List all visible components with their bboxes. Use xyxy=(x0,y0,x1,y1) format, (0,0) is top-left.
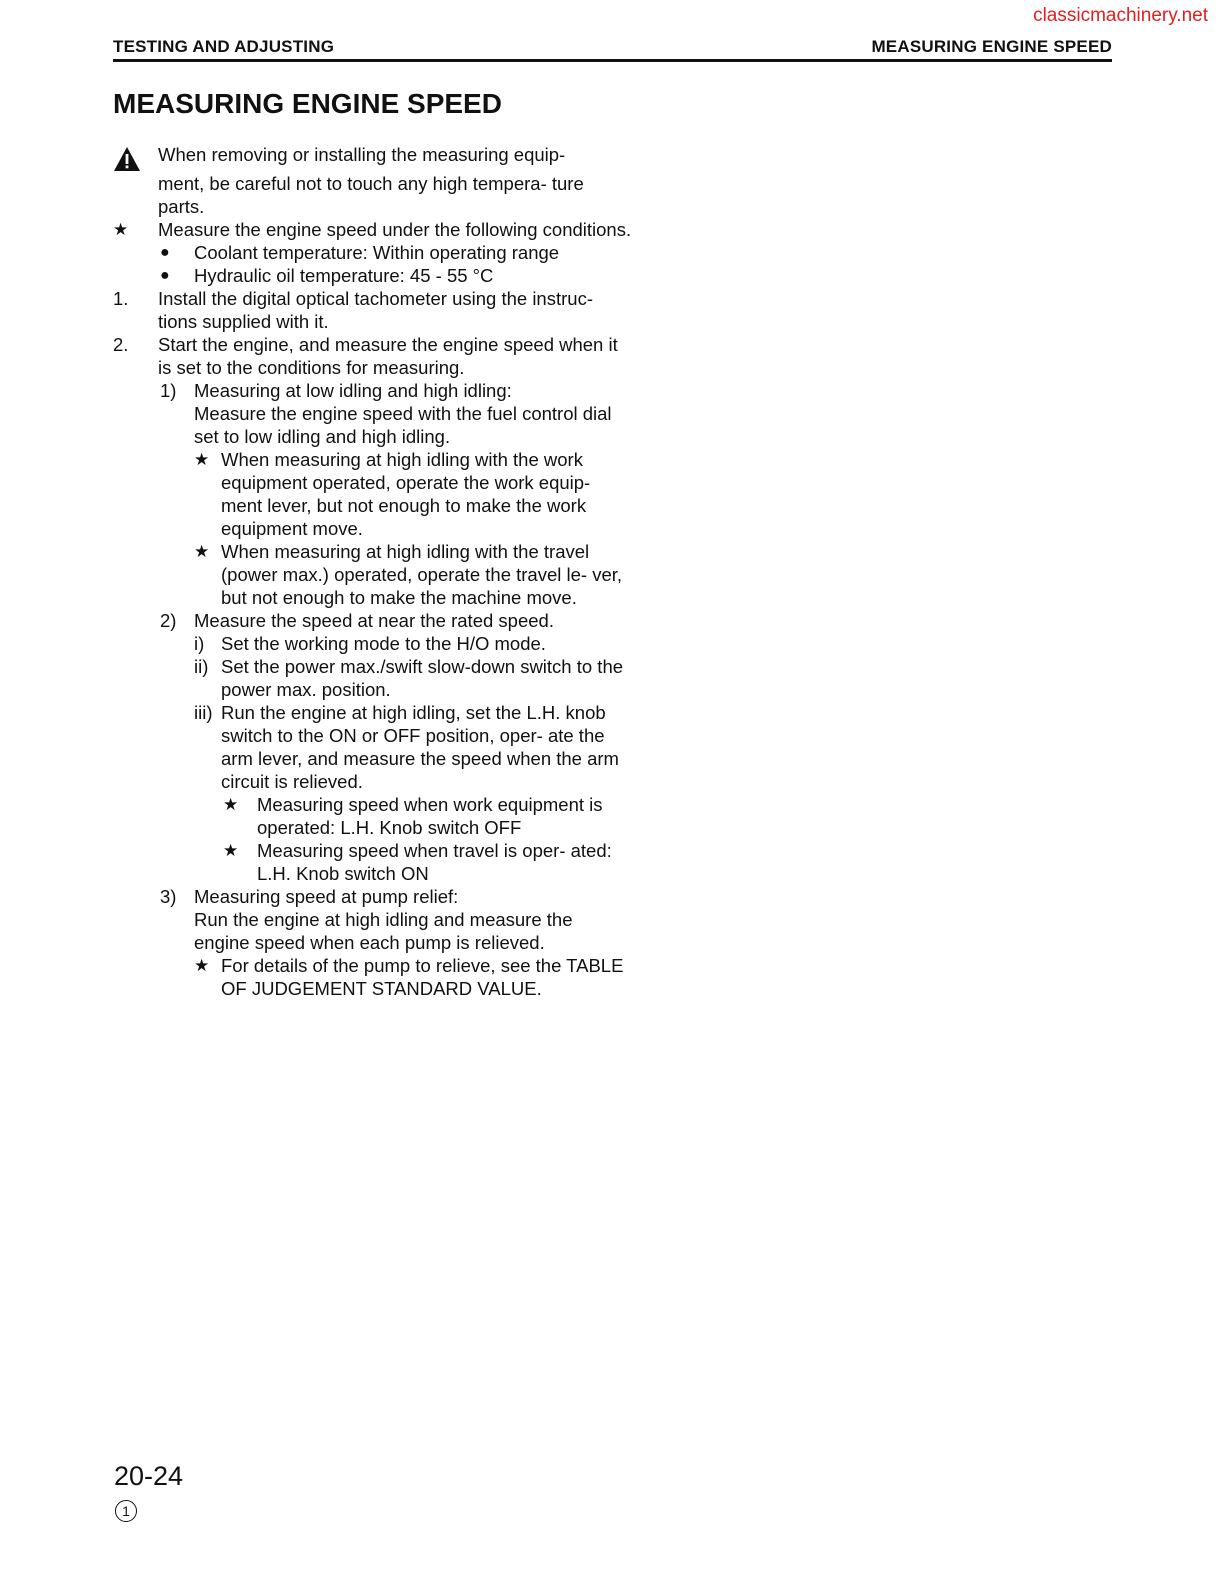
item-text: Set the working mode to the H/O mode. xyxy=(221,633,546,654)
item-text: Set the power max./swift slow-down switch to the power max. position. xyxy=(221,656,624,700)
substep-2-item xyxy=(113,655,633,701)
step-text: Install the digital optical tachometer using the instruc- tions supplied with it. xyxy=(158,288,593,332)
substep-2-note xyxy=(113,793,633,839)
star-icon: ★ xyxy=(223,795,239,814)
substep-number: 2) xyxy=(160,610,177,631)
item-numeral: i) xyxy=(194,633,205,654)
note-text: When measuring at high idling with the work equipment operated, operate the work equip- ment lever, but not enough to make the work equipment move. xyxy=(221,449,591,539)
header-page-topic: MEASURING ENGINE SPEED xyxy=(871,37,1112,56)
substep-heading: Measuring at low idling and high idling: xyxy=(194,380,512,401)
step-1 xyxy=(113,287,633,333)
watermark: classicmachinery.net xyxy=(1033,5,1208,26)
item-numeral: ii) xyxy=(194,656,209,677)
substep-3 xyxy=(113,885,633,954)
substep-2-item xyxy=(113,632,633,655)
document-body xyxy=(113,143,633,1000)
note-conditions xyxy=(113,218,633,241)
item-numeral: iii) xyxy=(194,702,213,723)
star-icon: ★ xyxy=(194,450,210,469)
substep-heading: Measure the speed at near the rated speed. xyxy=(194,610,554,631)
note-text: Measuring speed when travel is oper- ated: L.H. Knob switch ON xyxy=(257,840,612,884)
note-text: For details of the pump to relieve, see the TABLE OF JUDGEMENT STANDARD VALUE. xyxy=(221,955,624,999)
star-icon: ★ xyxy=(194,542,210,561)
substep-body: Measure the engine speed with the fuel control dial set to low idling and high idling. xyxy=(194,403,612,447)
page-title: MEASURING ENGINE SPEED xyxy=(113,88,502,119)
note-conditions-text: Measure the engine speed under the following conditions. xyxy=(158,219,632,240)
substep-number: 1) xyxy=(160,380,177,401)
page-number: 20-24 xyxy=(114,1461,184,1491)
substep-1 xyxy=(113,379,633,448)
revision-mark: 1 xyxy=(115,1500,137,1522)
condition-text: Coolant temperature: Within operating range xyxy=(194,242,560,263)
step-text: Start the engine, and measure the engine speed when it is set to the conditions for measuring. xyxy=(158,334,618,378)
substep-2-item xyxy=(113,701,633,793)
note-text: When measuring at high idling with the travel (power max.) operated, operate the travel le- ver, but not enough to make the machine move. xyxy=(221,541,623,608)
star-icon: ★ xyxy=(223,841,239,860)
warning-triangle-icon xyxy=(113,146,141,172)
step-number: 1. xyxy=(113,288,129,309)
star-icon: ★ xyxy=(113,220,129,239)
header-divider xyxy=(113,59,1112,62)
bullet-icon: ● xyxy=(160,267,170,284)
substep-body: Run the engine at high idling and measure the engine speed when each pump is relieved. xyxy=(194,909,573,953)
substep-heading: Measuring speed at pump relief: xyxy=(194,886,459,907)
step-2 xyxy=(113,333,633,379)
item-text: Run the engine at high idling, set the L.H. knob switch to the ON or OFF position, oper- ate the arm lever, and measure the speed when the arm circuit is relieved. xyxy=(221,702,619,792)
warning-text-line2: ment, be careful not to touch any high tempera- ture parts. xyxy=(158,173,584,217)
warning-text-line1: When removing or installing the measuring equip- xyxy=(158,144,566,165)
header-section-title: TESTING AND ADJUSTING xyxy=(113,37,335,56)
star-icon: ★ xyxy=(194,956,210,975)
substep-number: 3) xyxy=(160,886,177,907)
condition-item xyxy=(113,264,633,287)
bullet-icon: ● xyxy=(160,244,170,261)
substep-2-note xyxy=(113,839,633,885)
substep-1-note xyxy=(113,448,633,540)
substep-1-note xyxy=(113,540,633,609)
note-text: Measuring speed when work equipment is operated: L.H. Knob switch OFF xyxy=(257,794,603,838)
substep-3-note xyxy=(113,954,633,1000)
step-number: 2. xyxy=(113,334,129,355)
warning-block xyxy=(113,143,633,218)
condition-text: Hydraulic oil temperature: 45 - 55 °C xyxy=(194,265,494,286)
condition-item xyxy=(113,241,633,264)
substep-2 xyxy=(113,609,633,632)
